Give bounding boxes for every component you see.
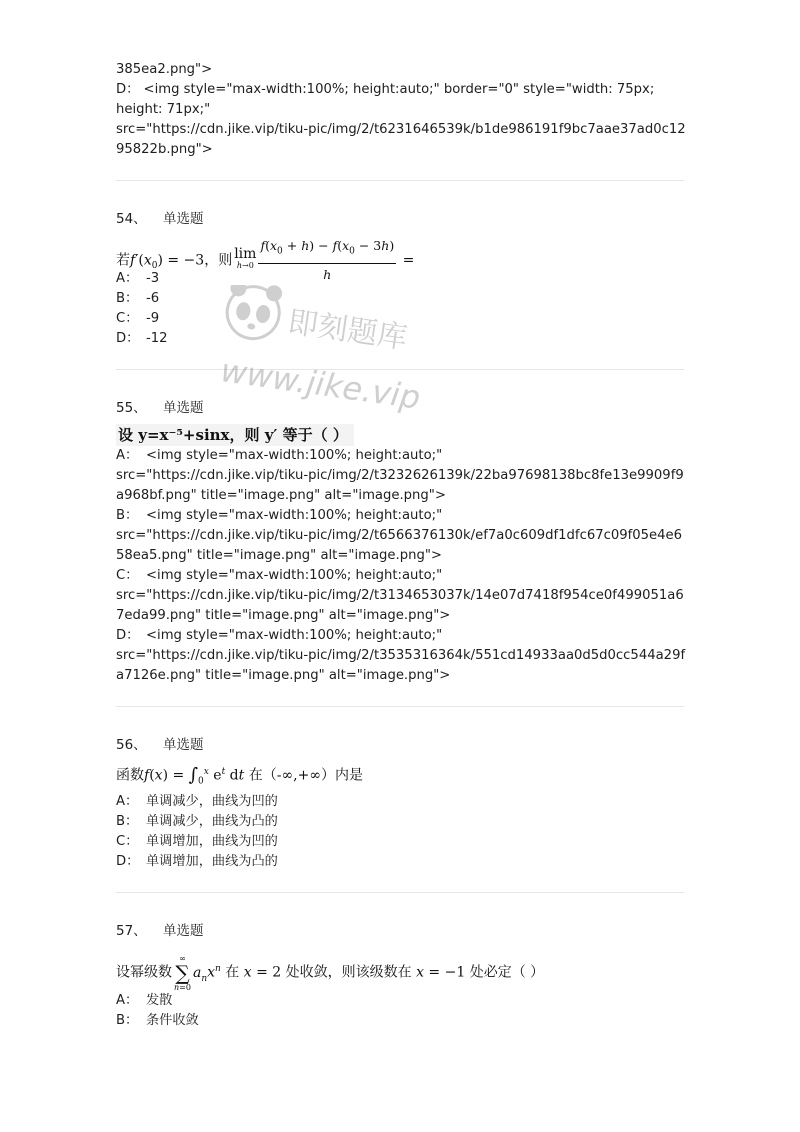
stem-mid: ，则: [204, 252, 233, 269]
divider: [116, 892, 684, 893]
question-number: 54、: [116, 211, 147, 227]
text-line: height: 71px;": [116, 102, 211, 117]
question-header: [116, 209, 684, 229]
question-number: 57、: [116, 923, 147, 940]
question-header: [116, 398, 684, 418]
option-b[interactable]: B： 单调减少，曲线为凸的: [116, 814, 278, 830]
divider: [116, 706, 684, 707]
option-a-line: a968bf.png" title="image.png" alt="image.png">: [116, 488, 446, 503]
question-number: 56、: [116, 737, 147, 753]
question-header: [116, 921, 684, 941]
option-b-line: 58ea5.png" title="image.png" alt="image.png">: [116, 548, 442, 563]
option-a[interactable]: A： <img style="max-width:100%; height:auto;": [116, 448, 443, 463]
option-b[interactable]: B： -6: [116, 291, 160, 306]
question-header: [116, 735, 684, 755]
text-line: 95822b.png">: [116, 142, 213, 157]
option-b[interactable]: B： 条件收敛: [116, 1013, 199, 1029]
question-number: 55、: [116, 400, 147, 416]
previous-question-tail: [116, 60, 684, 160]
option-d-line: a7126e.png" title="image.png" alt="image.png">: [116, 668, 451, 683]
option-b-line: src="https://cdn.jike.vip/tiku-pic/img/2/t6566376130k/ef7a0c609df1dfc67c09f05e4e6: [116, 528, 683, 543]
option-c[interactable]: C： <img style="max-width:100%; height:auto;": [116, 568, 443, 583]
sum-symbol: ∞ ∑ n=0: [174, 954, 191, 993]
question-stem: 函数$f(x) = \int_0^x$ $e^t$ dt 在（-∞,+∞）内是: [116, 764, 363, 787]
question-type: 单选题: [162, 737, 204, 753]
limit-symbol: lim h→0: [234, 246, 257, 271]
text-line: D： <img style="max-width:100%; height:auto;" border="0" style="width: 75px;: [116, 82, 655, 97]
option-c-line: src="https://cdn.jike.vip/tiku-pic/img/2/t3134653037k/14e07d7418f954ce0f499051a6: [116, 588, 684, 603]
option-d[interactable]: D： <img style="max-width:100%; height:auto;": [116, 628, 443, 643]
option-d[interactable]: D： -12: [116, 331, 168, 346]
stem-prefix: 若: [116, 252, 130, 269]
question-57: [116, 921, 684, 1031]
option-a-line: src="https://cdn.jike.vip/tiku-pic/img/2/t3232626139k/22ba97698138bc8fe13e9909f9: [116, 468, 684, 483]
option-a[interactable]: A： 单调减少，曲线为凹的: [116, 794, 278, 810]
document-page: [116, 60, 684, 1031]
question-54: [116, 209, 684, 349]
question-stem-image: 设 y=x⁻⁵+sinx，则 y′ 等于（ ）: [116, 424, 354, 446]
text-line: src="https://cdn.jike.vip/tiku-pic/img/2/t6231646539k/b1de986191f9bc7aae37ad0c12: [116, 122, 686, 137]
watermark-url: www.jike.vip: [218, 351, 423, 417]
question-55: [116, 398, 684, 686]
option-d-line: src="https://cdn.jike.vip/tiku-pic/img/2/t3535316364k/551cd14933aa0d5d0cc544a29f: [116, 648, 686, 663]
question-56: [116, 735, 684, 872]
option-d[interactable]: D： 单调增加，曲线为凸的: [116, 854, 278, 870]
fraction: $\frac{f(x_0 + h) - f(x_0 - 3h)}{h}$: [258, 235, 396, 286]
question-type: 单选题: [162, 923, 204, 940]
text-line: 385ea2.png">: [116, 62, 213, 77]
watermark-brand: 即刻题库: [285, 304, 410, 357]
divider: [116, 369, 684, 370]
option-c-line: 7eda99.png" title="image.png" alt="image.png">: [116, 608, 451, 623]
option-c[interactable]: C： -9: [116, 311, 160, 326]
option-a[interactable]: A： 发散: [116, 993, 173, 1009]
question-stem: 设幂级数 ∞ ∑ n=0 $a_nx^n$ 在 x = 2 处收敛，则该级数在 x = −1 处必定（ ）: [116, 954, 545, 993]
option-a[interactable]: A： -3: [116, 271, 160, 286]
divider: [116, 180, 684, 181]
question-stem: 若$f'(x_0) = -3$，则 lim h→0 $\frac{f(x_0 + h) - f(x_0 - 3h)}{h}$ =: [116, 235, 684, 269]
question-type: 单选题: [162, 400, 204, 416]
option-c[interactable]: C： 单调增加，曲线为凹的: [116, 834, 278, 850]
question-type: 单选题: [162, 211, 204, 227]
option-b[interactable]: B： <img style="max-width:100%; height:auto;": [116, 508, 443, 523]
